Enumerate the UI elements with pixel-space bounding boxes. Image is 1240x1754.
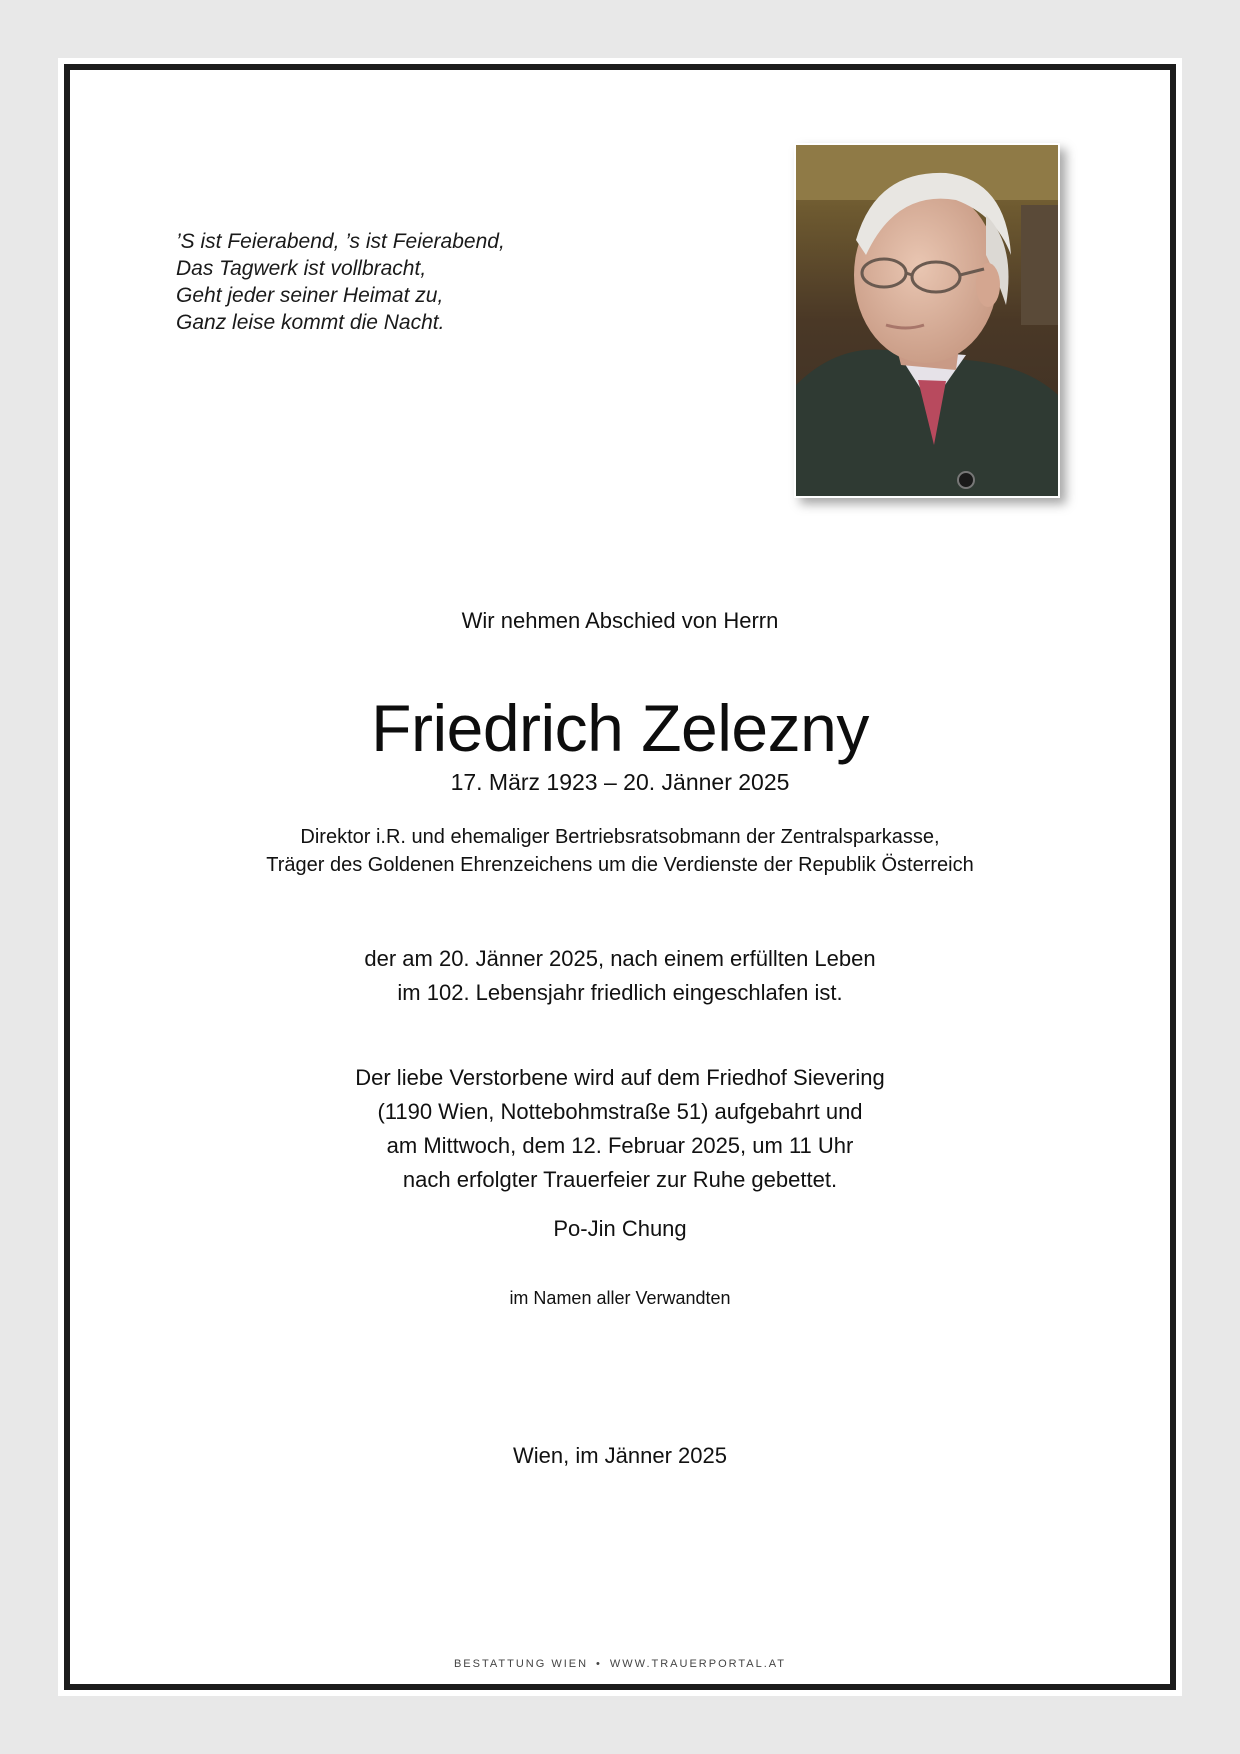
- footer: [58, 1658, 1182, 1670]
- message-line: im 102. Lebensjahr friedlich eingeschlafen ist.: [397, 980, 843, 1005]
- poem-line: ’S ist Feierabend, ’s ist Feierabend,: [176, 230, 505, 253]
- relatives-note: im Namen aller Verwandten: [509, 1288, 731, 1308]
- poem-block: [176, 228, 505, 336]
- death-message: [58, 942, 1182, 1010]
- burial-info: [58, 1061, 1182, 1197]
- title-line: Träger des Goldenen Ehrenzeichens um die Verdienste der Republik Österreich: [266, 854, 974, 876]
- portrait-image: [796, 145, 1058, 496]
- obituary-sheet: [58, 58, 1182, 1696]
- poem-line: Das Tagwerk ist vollbracht,: [176, 257, 427, 280]
- portrait-photo: [794, 143, 1060, 498]
- deceased-name: Friedrich Zelezny: [371, 691, 869, 765]
- poem-line: Geht jeder seiner Heimat zu,: [176, 284, 444, 307]
- burial-line: nach erfolgter Trauerfeier zur Ruhe gebettet.: [402, 1167, 838, 1192]
- honorary-titles: [58, 823, 1182, 879]
- message-line: der am 20. Jänner 2025, nach einem erfüllten Leben: [364, 946, 876, 971]
- life-dates: 17. März 1923 – 20. Jänner 2025: [450, 769, 790, 795]
- poem-line: Ganz leise kommt die Nacht.: [176, 311, 445, 334]
- place-date: Wien, im Jänner 2025: [513, 1443, 727, 1468]
- burial-line: am Mittwoch, dem 12. Februar 2025, um 11 Uhr: [386, 1133, 854, 1158]
- burial-line: (1190 Wien, Nottebohmstraße 51) aufgebahrt und: [377, 1099, 863, 1124]
- burial-line: Der liebe Verstorbene wird auf dem Friedhof Sievering: [355, 1065, 885, 1090]
- intro-text: Wir nehmen Abschied von Herrn: [461, 608, 779, 633]
- signer-name: Po-Jin Chung: [553, 1216, 687, 1241]
- footer-website-link[interactable]: WWW.TRAUERPORTAL.AT: [609, 1658, 787, 1670]
- footer-separator: •: [596, 1658, 602, 1670]
- title-line: Direktor i.R. und ehemaliger Bertriebsratsobmann der Zentralsparkasse,: [300, 826, 940, 848]
- footer-company: BESTATTUNG WIEN: [453, 1658, 589, 1670]
